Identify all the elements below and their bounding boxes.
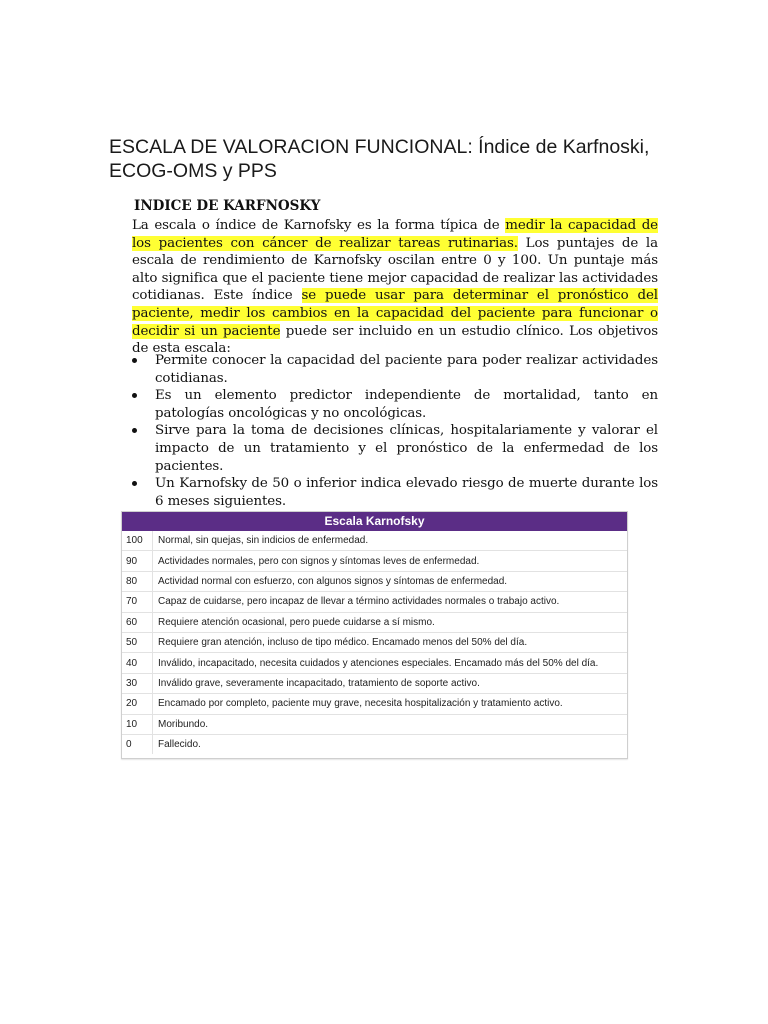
list-item	[132, 352, 658, 387]
list-item	[132, 475, 658, 510]
score-cell: 10	[122, 714, 153, 734]
description-cell: Normal, sin quejas, sin indicios de enfermedad.	[153, 531, 628, 551]
description-cell: Moribundo.	[153, 714, 628, 734]
table-row	[122, 653, 627, 673]
list-item-text: Sirve para la toma de decisiones clínicas, hospitalariamente y valorar el impacto de un tratamiento y el pronóstico de la enfermedad de los pacientes.	[155, 423, 658, 474]
table-row	[122, 694, 627, 714]
description-cell: Fallecido.	[158, 739, 201, 751]
table-row	[122, 714, 627, 734]
highlighted-text-1: medir la capacidad de los pacientes con cáncer de realizar tareas rutinarias.	[132, 218, 659, 251]
table-row	[122, 632, 627, 652]
description-cell: Encamado por completo, paciente muy grave, necesita hospitalización y tratamiento activo.	[153, 694, 628, 714]
table-row	[122, 734, 627, 754]
score-cell: 20	[122, 694, 153, 714]
list-item-text: Un Karnofsky de 50 o inferior indica elevado riesgo de muerte durante los 6 meses siguientes.	[155, 476, 658, 509]
score-cell: 90	[122, 551, 153, 571]
bullet-icon	[132, 428, 137, 433]
table-body	[122, 531, 627, 754]
score-cell: 80	[122, 571, 153, 591]
description-cell: Inválido, incapacitado, necesita cuidados y atenciones especiales. Encamado más del 50% del día.	[153, 653, 628, 673]
score-cell: 60	[122, 612, 153, 632]
table-row	[122, 571, 627, 591]
score-cell: 0	[122, 734, 153, 754]
description-cell: Actividad normal con esfuerzo, con algunos signos y síntomas de enfermedad.	[153, 571, 628, 591]
table-row	[122, 612, 627, 632]
bullet-icon	[132, 481, 137, 486]
table-row	[122, 551, 627, 571]
score-cell: 30	[122, 673, 153, 693]
bullet-icon	[132, 393, 137, 398]
paragraph-text-2: Los puntajes de la escala de rendimiento de Karnofsky oscilan entre 0 y 100. Un puntaje más alto significa que el paciente tiene mejor capacidad de realizar las actividades cotidianas. Este índice	[132, 235, 658, 304]
score-cell: 100	[122, 531, 153, 551]
paragraph-text-3: puede ser incluido en un estudio clínico.	[280, 323, 570, 339]
list-item	[132, 422, 658, 475]
intro-paragraph	[132, 217, 658, 358]
objectives-list	[132, 352, 658, 510]
objectives-lead: Los objetivos de esta escala:	[132, 323, 658, 357]
list-item	[132, 387, 658, 422]
list-item-text: Es un elemento predictor independiente de mortalidad, tanto en patologías oncológicas y no oncológicas.	[155, 388, 658, 421]
paragraph-text-1: La escala o índice de Karnofsky es la forma típica de	[132, 218, 506, 233]
bullet-icon	[132, 358, 137, 363]
description-cell: Actividades normales, pero con signos y síntomas leves de enfermedad.	[153, 551, 628, 571]
score-cell: 50	[122, 632, 153, 652]
table-row	[122, 531, 627, 551]
description-cell: Inválido grave, severamente incapacitado, tratamiento de soporte activo.	[153, 673, 628, 693]
list-item-text: Permite conocer la capacidad del paciente para poder realizar actividades cotidianas.	[155, 353, 658, 386]
description-cell: Requiere atención ocasional, pero puede cuidarse a sí mismo.	[153, 612, 628, 632]
highlighted-text-2: se puede usar para determinar el pronóstico del paciente, medir los cambios en la capacidad del paciente para funcionar o decidir si un paciente	[132, 288, 658, 339]
score-cell: 70	[122, 592, 153, 612]
description-cell: Requiere gran atención, incluso de tipo médico. Encamado menos del 50% del día.	[153, 632, 628, 652]
section-heading: INDICE DE KARFNOSKY	[134, 198, 321, 214]
description-cell: Capaz de cuidarse, pero incapaz de llevar a término actividades normales o trabajo activo.	[153, 592, 628, 612]
document-title: ESCALA DE VALORACION FUNCIONAL: Índice de Karfnoski, ECOG-OMS y PPS	[109, 136, 650, 182]
table-row	[122, 592, 627, 612]
score-cell: 40	[122, 653, 153, 673]
karnofsky-scale-table	[121, 511, 628, 759]
table-header: Escala Karnofsky	[122, 512, 627, 531]
table-row	[122, 673, 627, 693]
